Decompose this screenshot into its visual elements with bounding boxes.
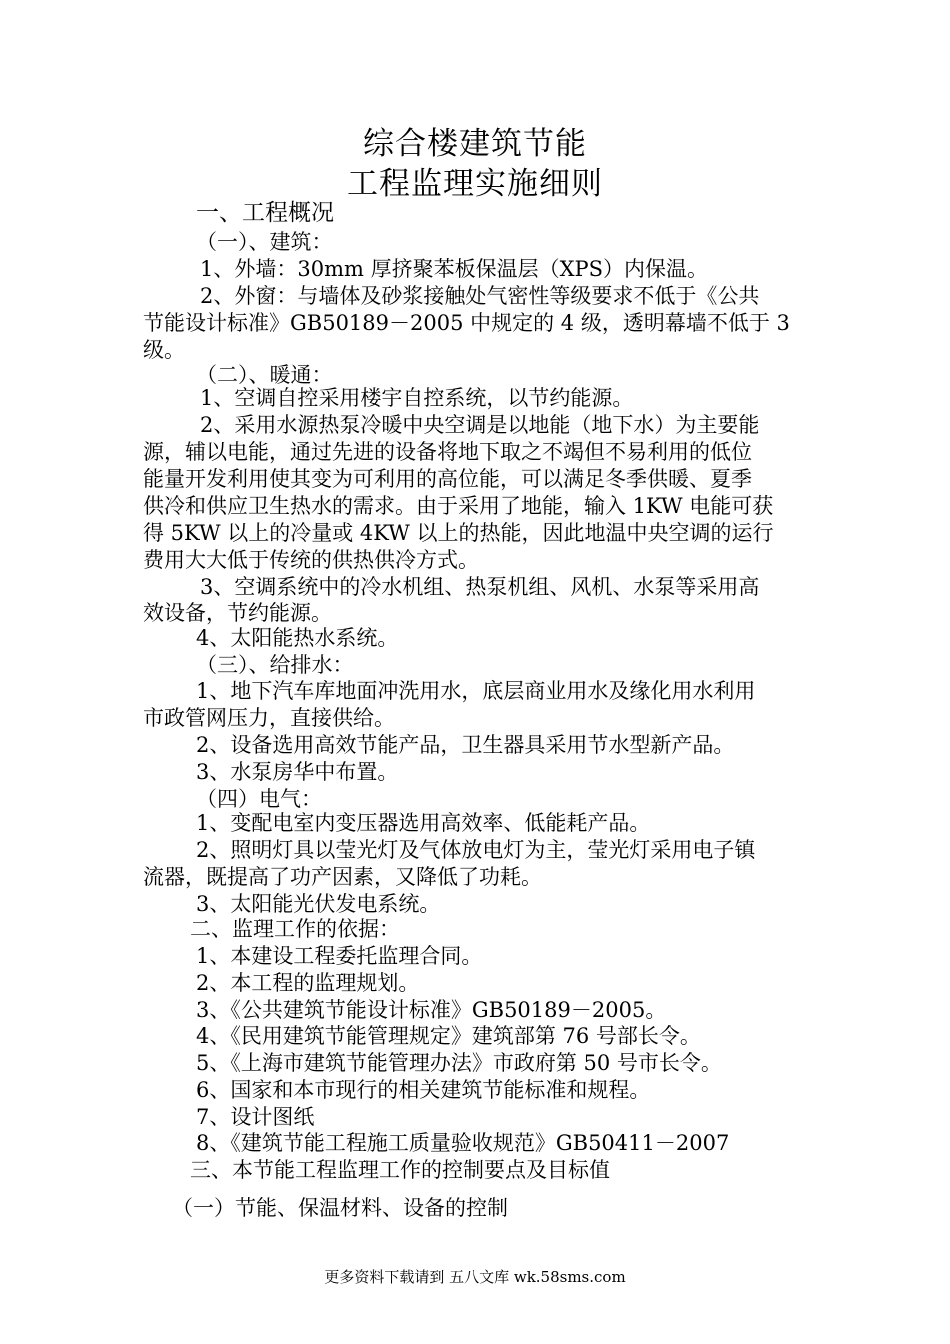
paragraph-line: 4、《民用建筑节能管理规定》建筑部第 76 号部长令。 — [196, 1024, 701, 1048]
paragraph-line: 3、《公共建筑节能设计标准》GB50189－2005。 — [196, 998, 667, 1022]
paragraph-line: 2、外窗：与墙体及砂浆接触处气密性等级要求不低于《公共 — [200, 284, 760, 308]
paragraph-line: 3、太阳能光伏发电系统。 — [196, 892, 441, 916]
paragraph-line: 效设备，节约能源。 — [143, 601, 332, 625]
paragraph-line: 能量开发利用使其变为可利用的高位能，可以满足冬季供暖、夏季 — [143, 467, 752, 491]
doc-title-line1: 综合楼建筑节能 — [363, 126, 587, 162]
paragraph-line: 3、空调系统中的冷水机组、热泵机组、风机、水泵等采用高 — [200, 575, 760, 599]
subsection-heading: （四）电气： — [196, 787, 322, 811]
paragraph-line: 5、《上海市建筑节能管理办法》市政府第 50 号市长令。 — [196, 1051, 722, 1075]
paragraph-line: 8、《建筑节能工程施工质量验收规范》GB50411－2007 — [196, 1131, 730, 1155]
subsection-heading: （一）节能、保温材料、设备的控制 — [172, 1196, 508, 1220]
paragraph-line: 3、水泵房华中布置。 — [196, 760, 399, 784]
section-heading-3: 三、本节能工程监理工作的控制要点及目标值 — [190, 1158, 610, 1182]
paragraph-line: 2、照明灯具以莹光灯及气体放电灯为主，莹光灯采用电子镇 — [196, 838, 756, 862]
paragraph-line: 级。 — [143, 338, 185, 362]
paragraph-line: 1、地下汽车库地面冲洗用水，底层商业用水及缘化用水利用 — [196, 679, 756, 703]
paragraph-line: 1、外墙：30mm 厚挤聚苯板保温层（XPS）内保温。 — [200, 257, 709, 281]
paragraph-line: 1、本建设工程委托监理合同。 — [196, 944, 483, 968]
subsection-heading: （二）、暖通： — [196, 363, 333, 387]
paragraph-line: 1、空调自控采用楼宇自控系统，以节约能源。 — [200, 386, 634, 410]
doc-title-line2: 工程监理实施细则 — [347, 166, 603, 202]
paragraph-line: 2、本工程的监理规划。 — [196, 971, 420, 995]
paragraph-line: 2、设备选用高效节能产品，卫生器具采用节水型新产品。 — [196, 733, 735, 757]
paragraph-line: 供冷和供应卫生热水的需求。由于采用了地能，输入 1KW 电能可获 — [143, 494, 774, 518]
section-heading-1: 一、工程概况 — [196, 200, 334, 226]
paragraph-line: 费用大大低于传统的供热供冷方式。 — [143, 548, 479, 572]
paragraph-line: 流器，既提高了功产因素，又降低了功耗。 — [143, 865, 542, 889]
paragraph-line: 得 5KW 以上的冷量或 4KW 以上的热能，因此地温中央空调的运行 — [143, 521, 774, 545]
paragraph-line: 2、采用水源热泵冷暖中央空调是以地能（地下水）为主要能 — [200, 413, 760, 437]
footer-watermark-text: 更多资料下载请到 五八文库 wk.58sms.com — [324, 1268, 626, 1286]
paragraph-line: 节能设计标准》GB50189－2005 中规定的 4 级，透明幕墙不低于 3 — [143, 311, 790, 335]
paragraph-line: 市政管网压力，直接供给。 — [143, 706, 395, 730]
paragraph-line: 6、国家和本市现行的相关建筑节能标准和规程。 — [196, 1078, 651, 1102]
subsection-heading: （一）、建筑： — [196, 230, 333, 254]
paragraph-line: 源，辅以电能，通过先进的设备将地下取之不竭但不易利用的低位 — [143, 440, 752, 464]
paragraph-line: 4、太阳能热水系统。 — [196, 626, 399, 650]
paragraph-line: 1、变配电室内变压器选用高效率、低能耗产品。 — [196, 811, 651, 835]
subsection-heading: （三）、给排水： — [196, 653, 354, 677]
paragraph-line: 7、设计图纸 — [196, 1105, 315, 1129]
section-heading-2: 二、监理工作的依据： — [190, 917, 400, 941]
